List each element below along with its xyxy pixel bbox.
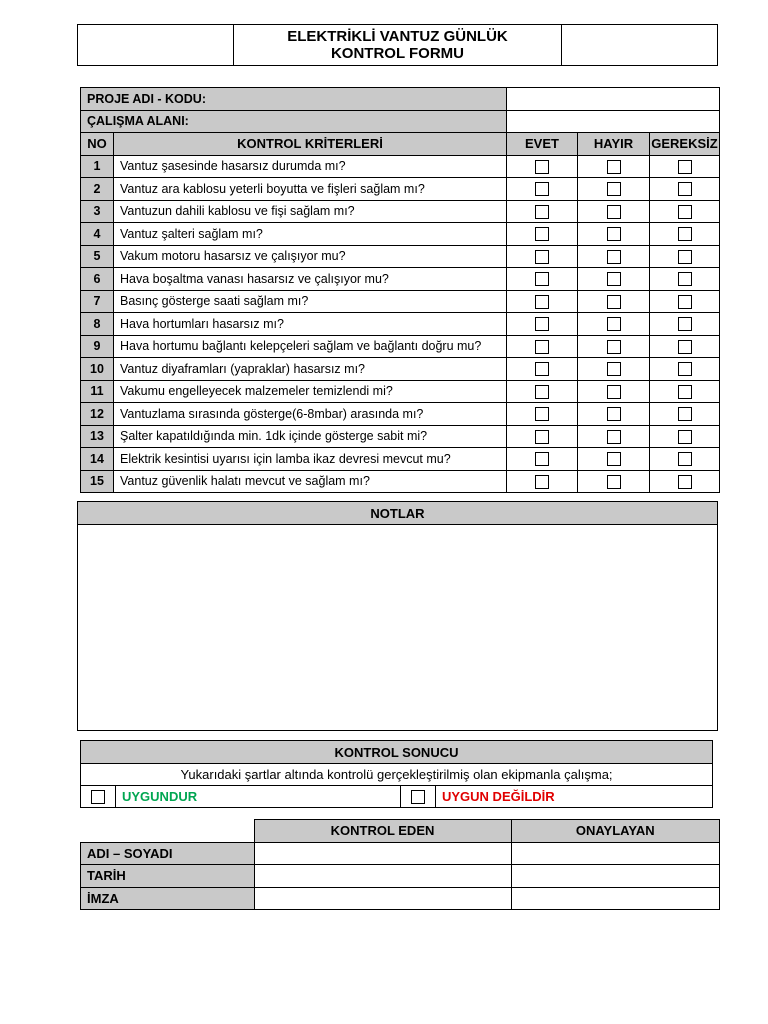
signature-row (81, 842, 720, 865)
na-checkbox[interactable] (678, 227, 692, 241)
result-statement: Yukarıdaki şartlar altında kontrolü gerçekleştirilmiş olan ekipmanla çalışma; (81, 764, 713, 786)
yes-checkbox[interactable] (535, 250, 549, 264)
yes-checkbox[interactable] (535, 205, 549, 219)
yes-cell (507, 425, 578, 448)
signature-table (80, 819, 720, 910)
criteria-number: 2 (81, 178, 114, 201)
criteria-text: Vantuz diyaframları (yapraklar) hasarsız mı? (114, 358, 507, 381)
yes-cell (507, 178, 578, 201)
not-ok-checkbox[interactable] (411, 790, 425, 804)
criteria-text: Vakumu engelleyecek malzemeler temizlendi mi? (114, 380, 507, 403)
no-cell (578, 313, 650, 336)
criteria-row (81, 470, 720, 493)
yes-checkbox[interactable] (535, 475, 549, 489)
na-checkbox[interactable] (678, 272, 692, 286)
criteria-row (81, 425, 720, 448)
signature-row-label: İMZA (81, 887, 255, 910)
no-cell (578, 245, 650, 268)
yes-cell (507, 313, 578, 336)
na-cell (650, 335, 720, 358)
criteria-number: 3 (81, 200, 114, 223)
no-cell (578, 335, 650, 358)
criteria-number: 15 (81, 470, 114, 493)
form-title: ELEKTRİKLİ VANTUZ GÜNLÜK KONTROL FORMU (234, 25, 562, 66)
criteria-number: 7 (81, 290, 114, 313)
no-checkbox[interactable] (607, 452, 621, 466)
na-checkbox[interactable] (678, 317, 692, 331)
col-na-header: GEREKSİZ (650, 133, 720, 156)
na-checkbox[interactable] (678, 430, 692, 444)
yes-checkbox[interactable] (535, 407, 549, 421)
yes-cell (507, 290, 578, 313)
criteria-row (81, 268, 720, 291)
criteria-text: Vantuzlama sırasında gösterge(6-8mbar) arasında mı? (114, 403, 507, 426)
signature-row (81, 865, 720, 888)
criteria-row (81, 245, 720, 268)
form-header (77, 24, 718, 66)
criteria-text: Vantuz şalteri sağlam mı? (114, 223, 507, 246)
yes-checkbox[interactable] (535, 317, 549, 331)
no-checkbox[interactable] (607, 475, 621, 489)
no-checkbox[interactable] (607, 160, 621, 174)
na-checkbox[interactable] (678, 160, 692, 174)
na-cell (650, 448, 720, 471)
yes-cell (507, 223, 578, 246)
yes-cell (507, 155, 578, 178)
yes-cell (507, 448, 578, 471)
na-checkbox[interactable] (678, 295, 692, 309)
yes-cell (507, 380, 578, 403)
yes-cell (507, 470, 578, 493)
criteria-row (81, 448, 720, 471)
na-cell (650, 200, 720, 223)
not-ok-checkbox-cell (401, 786, 436, 808)
na-checkbox[interactable] (678, 182, 692, 196)
na-cell (650, 425, 720, 448)
yes-cell (507, 335, 578, 358)
approver-field[interactable] (511, 842, 720, 865)
na-cell (650, 313, 720, 336)
na-cell (650, 380, 720, 403)
na-cell (650, 223, 720, 246)
col-no-header: NO (81, 133, 114, 156)
no-cell (578, 290, 650, 313)
yes-checkbox[interactable] (535, 295, 549, 309)
na-checkbox[interactable] (678, 340, 692, 354)
yes-checkbox[interactable] (535, 452, 549, 466)
criteria-rows (81, 155, 720, 493)
no-checkbox[interactable] (607, 227, 621, 241)
ok-checkbox[interactable] (91, 790, 105, 804)
result-section (80, 740, 713, 808)
na-checkbox[interactable] (678, 475, 692, 489)
na-checkbox[interactable] (678, 362, 692, 376)
no-cell (578, 178, 650, 201)
criteria-text: Hava hortumu bağlantı kelepçeleri sağlam ve bağlantı doğru mu? (114, 335, 507, 358)
not-ok-label: UYGUN DEĞİLDİR (436, 786, 713, 808)
na-checkbox[interactable] (678, 205, 692, 219)
no-checkbox[interactable] (607, 295, 621, 309)
result-title: KONTROL SONUCU (81, 741, 713, 764)
na-cell (650, 470, 720, 493)
criteria-row (81, 380, 720, 403)
project-field[interactable] (507, 88, 720, 111)
criteria-row (81, 403, 720, 426)
yes-checkbox[interactable] (535, 340, 549, 354)
no-cell (578, 358, 650, 381)
yes-cell (507, 403, 578, 426)
criteria-row (81, 178, 720, 201)
no-checkbox[interactable] (607, 430, 621, 444)
criteria-row (81, 358, 720, 381)
area-field[interactable] (507, 110, 720, 133)
no-cell (578, 425, 650, 448)
no-cell (578, 403, 650, 426)
no-checkbox[interactable] (607, 385, 621, 399)
ok-checkbox-cell (81, 786, 116, 808)
criteria-number: 12 (81, 403, 114, 426)
notes-section (77, 501, 718, 731)
criteria-table (80, 87, 720, 493)
criteria-row (81, 200, 720, 223)
col-criteria-header: KONTROL KRİTERLERİ (114, 133, 507, 156)
criteria-row (81, 290, 720, 313)
sig-corner (81, 820, 255, 843)
no-cell (578, 448, 650, 471)
doc-info-cell (562, 25, 718, 66)
inspector-field[interactable] (254, 865, 511, 888)
na-cell (650, 178, 720, 201)
no-checkbox[interactable] (607, 272, 621, 286)
yes-checkbox[interactable] (535, 362, 549, 376)
signature-row-label: ADI – SOYADI (81, 842, 255, 865)
no-checkbox[interactable] (607, 250, 621, 264)
criteria-number: 10 (81, 358, 114, 381)
yes-cell (507, 268, 578, 291)
inspector-field[interactable] (254, 887, 511, 910)
criteria-text: Vantuz güvenlik halatı mevcut ve sağlam mı? (114, 470, 507, 493)
criteria-text: Vantuzun dahili kablosu ve fişi sağlam mı? (114, 200, 507, 223)
criteria-text: Şalter kapatıldığında min. 1dk içinde gösterge sabit mi? (114, 425, 507, 448)
criteria-text: Hava boşaltma vanası hasarsız ve çalışıyor mu? (114, 268, 507, 291)
yes-checkbox[interactable] (535, 272, 549, 286)
logo-cell (78, 25, 234, 66)
no-checkbox[interactable] (607, 182, 621, 196)
signature-row (81, 887, 720, 910)
yes-checkbox[interactable] (535, 385, 549, 399)
no-checkbox[interactable] (607, 362, 621, 376)
project-label: PROJE ADI - KODU: (81, 88, 507, 111)
no-checkbox[interactable] (607, 317, 621, 331)
criteria-text: Elektrik kesintisi uyarısı için lamba ikaz devresi mevcut mu? (114, 448, 507, 471)
no-cell (578, 268, 650, 291)
no-cell (578, 380, 650, 403)
notes-area[interactable] (78, 525, 718, 731)
ok-label: UYGUNDUR (116, 786, 401, 808)
yes-cell (507, 245, 578, 268)
approver-field[interactable] (511, 865, 720, 888)
area-label: ÇALIŞMA ALANI: (81, 110, 507, 133)
yes-checkbox[interactable] (535, 160, 549, 174)
na-checkbox[interactable] (678, 385, 692, 399)
na-cell (650, 268, 720, 291)
signature-row-label: TARİH (81, 865, 255, 888)
na-checkbox[interactable] (678, 407, 692, 421)
criteria-text: Hava hortumları hasarsız mı? (114, 313, 507, 336)
col-yes-header: EVET (507, 133, 578, 156)
criteria-number: 4 (81, 223, 114, 246)
criteria-number: 11 (81, 380, 114, 403)
na-cell (650, 245, 720, 268)
na-cell (650, 290, 720, 313)
yes-checkbox[interactable] (535, 227, 549, 241)
na-cell (650, 403, 720, 426)
criteria-number: 13 (81, 425, 114, 448)
no-checkbox[interactable] (607, 205, 621, 219)
no-cell (578, 223, 650, 246)
yes-cell (507, 358, 578, 381)
yes-checkbox[interactable] (535, 430, 549, 444)
criteria-number: 9 (81, 335, 114, 358)
criteria-number: 14 (81, 448, 114, 471)
criteria-row (81, 313, 720, 336)
col-no-answer-header: HAYIR (578, 133, 650, 156)
criteria-text: Vantuz şasesinde hasarsız durumda mı? (114, 155, 507, 178)
yes-checkbox[interactable] (535, 182, 549, 196)
criteria-text: Basınç gösterge saati sağlam mı? (114, 290, 507, 313)
inspector-header: KONTROL EDEN (254, 820, 511, 843)
inspector-field[interactable] (254, 842, 511, 865)
na-checkbox[interactable] (678, 452, 692, 466)
no-cell (578, 155, 650, 178)
criteria-text: Vakum motoru hasarsız ve çalışıyor mu? (114, 245, 507, 268)
no-cell (578, 200, 650, 223)
criteria-number: 6 (81, 268, 114, 291)
na-cell (650, 155, 720, 178)
criteria-row (81, 223, 720, 246)
approver-header: ONAYLAYAN (511, 820, 720, 843)
no-cell (578, 470, 650, 493)
no-checkbox[interactable] (607, 407, 621, 421)
criteria-row (81, 335, 720, 358)
no-checkbox[interactable] (607, 340, 621, 354)
criteria-number: 8 (81, 313, 114, 336)
criteria-row (81, 155, 720, 178)
notes-title: NOTLAR (78, 502, 718, 525)
na-cell (650, 358, 720, 381)
criteria-number: 5 (81, 245, 114, 268)
approver-field[interactable] (511, 887, 720, 910)
yes-cell (507, 200, 578, 223)
na-checkbox[interactable] (678, 250, 692, 264)
signature-rows (81, 842, 720, 910)
criteria-text: Vantuz ara kablosu yeterli boyutta ve fişleri sağlam mı? (114, 178, 507, 201)
criteria-number: 1 (81, 155, 114, 178)
